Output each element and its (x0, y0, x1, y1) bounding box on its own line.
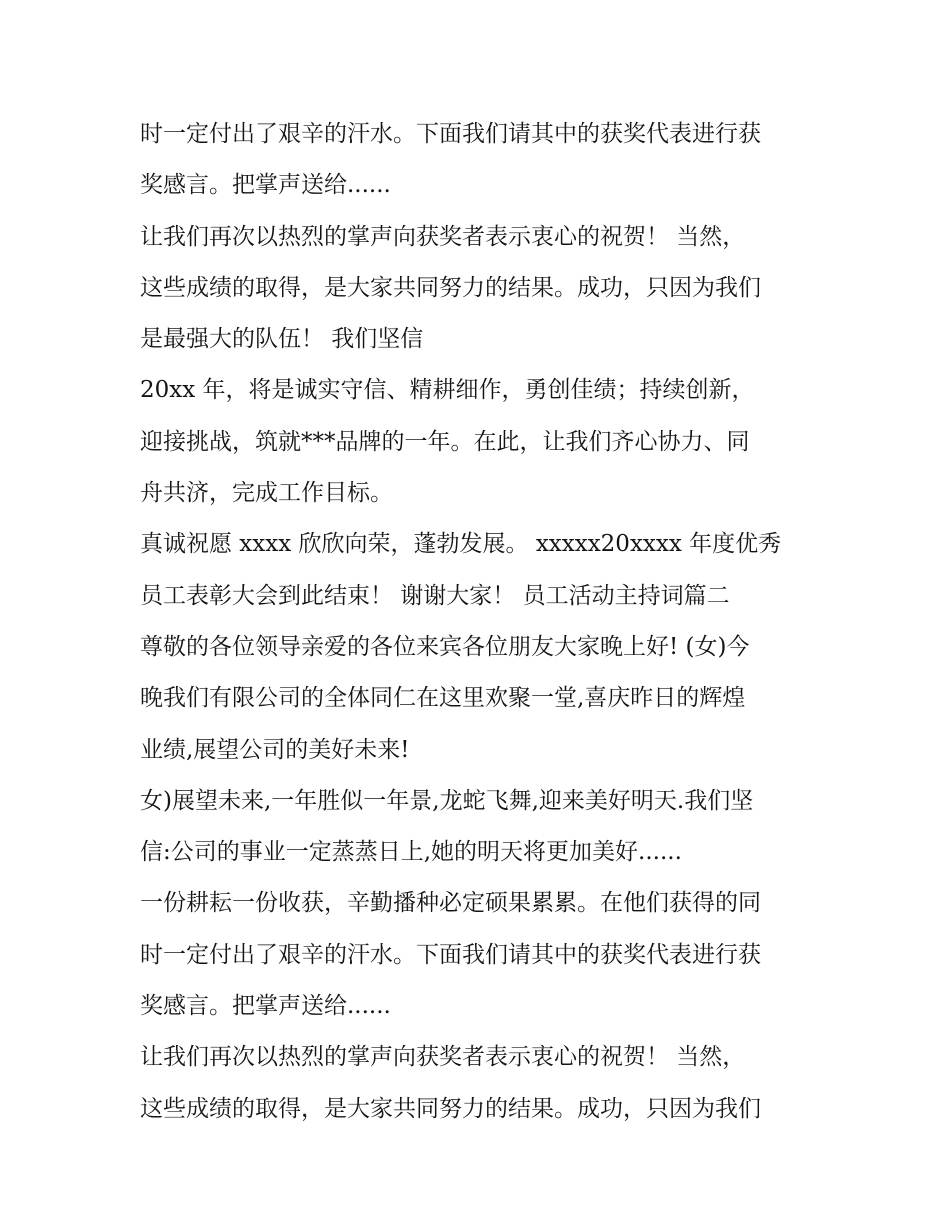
text-line: 时一定付出了艰辛的汗水。下面我们请其中的获奖代表进行获 (140, 121, 761, 147)
text-line: 真诚祝愿 xxxx 欣欣向荣，蓬勃发展。 xxxxx20xxxx 年度优秀 (140, 531, 782, 558)
document-body (140, 109, 820, 1135)
text-line: 这些成绩的取得，是大家共同努力的结果。成功，只因为我们 (140, 1095, 761, 1122)
text-line: 晚我们有限公司的全体同仁在这里欢聚一堂,喜庆昨日的辉煌 (140, 685, 746, 712)
text-line: 迎接挑战，筑就***品牌的一年。在此，让我们齐心协力、同 (140, 428, 750, 455)
text-line: 一份耕耘一份收获，辛勤播种必定硕果累累。在他们获得的同 (140, 890, 761, 917)
text-line: 尊敬的各位领导亲爱的各位来宾各位朋友大家晚上好! (女)今 (140, 633, 750, 660)
text-line: 员工表彰大会到此结束！ 谢谢大家！ 员工活动主持词篇二 (140, 582, 730, 609)
text-line: 业绩,展望公司的美好未来! (140, 736, 410, 763)
text-line: 奖感言。把掌声送给...... (140, 993, 391, 1020)
text-line: 这些成绩的取得，是大家共同努力的结果。成功，只因为我们 (140, 274, 761, 301)
text-line: 让我们再次以热烈的掌声向获奖者表示衷心的祝贺！ 当然， (140, 223, 746, 250)
text-line: 舟共济，完成工作目标。 (140, 480, 393, 507)
text-line: 20xx 年，将是诚实守信、精耕细作，勇创佳绩；持续创新， (140, 377, 755, 404)
text-line: 奖感言。把掌声送给...... (140, 172, 391, 199)
text-line: 是最强大的队伍！ 我们坚信 (140, 326, 424, 353)
text-line: 让我们再次以热烈的掌声向获奖者表示衷心的祝贺！ 当然， (140, 1044, 746, 1071)
text-line: 女)展望未来,一年胜似一年景,龙蛇飞舞,迎来美好明天.我们坚 (140, 787, 754, 814)
text-line: 信:公司的事业一定蒸蒸日上,她的明天将更加美好...... (140, 839, 682, 866)
text-line: 时一定付出了艰辛的汗水。下面我们请其中的获奖代表进行获 (140, 941, 761, 968)
